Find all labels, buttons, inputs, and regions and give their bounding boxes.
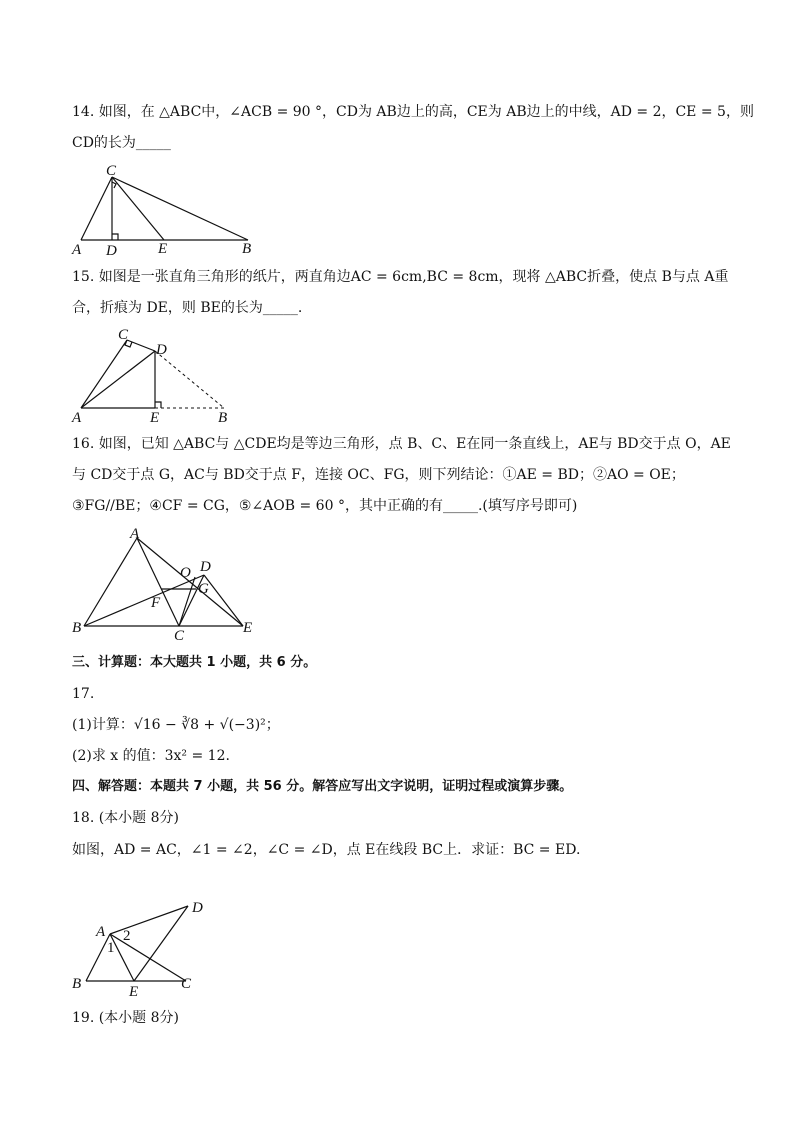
q14-text-line2: CD的长为_____	[72, 135, 171, 151]
q14-figure	[60, 158, 280, 258]
q18-label-A: A	[96, 924, 106, 940]
q14-text-line1: 14. 如图，在 △ABC中，∠ACB = 90 °，CD为 AB边上的高，CE为 AB边上的中线，AD = 2，CE = 5，则	[72, 104, 754, 120]
q17-part1-expression: √16 − ∛8 + √(−3)²；	[133, 717, 280, 733]
q15-text-line2: 合，折痕为 DE，则 BE的长为_____.	[72, 300, 303, 316]
q18-figure	[64, 896, 214, 1000]
q17-part2: (2)求 x 的值：3x² = 12.	[72, 748, 230, 764]
q18-angle-2: 2	[123, 928, 131, 944]
q17-part1	[72, 715, 280, 735]
q15-figure	[64, 322, 254, 426]
q14-label-D: D	[106, 243, 117, 258]
q18-label-D: D	[192, 900, 203, 916]
q15-label-C: C	[118, 327, 129, 343]
q16-text-line3: ③FG//BE；④CF = CG，⑤∠AOB = 60 °，其中正确的有_____.(填写序号即可)	[72, 498, 578, 514]
q15-text-line1: 15. 如图是一张直角三角形的纸片，两直角边AC = 6cm,BC = 8cm，现将 △ABC折叠，使点 B与点 A重	[72, 269, 729, 285]
q15-label-D: D	[156, 342, 167, 358]
q14-label-E: E	[158, 241, 168, 257]
q17-number: 17.	[72, 686, 95, 702]
q15-label-E: E	[150, 410, 160, 426]
q15-label-B: B	[218, 410, 228, 426]
q17-part1-prefix: (1)计算：	[72, 717, 134, 733]
q18-angle-1: 1	[107, 940, 115, 956]
q16-text-line2: 与 CD交于点 G，AC与 BD交于点 F，连接 OC、FG，则下列结论：①AE = BD；②AO = OE；	[72, 467, 685, 483]
q19-number: 19. (本小题 8分)	[72, 1010, 179, 1026]
q16-label-C: C	[174, 628, 185, 644]
section3-heading: 三、计算题：本大题共 1 小题，共 6 分。	[72, 655, 317, 670]
q16-label-B: B	[72, 620, 82, 636]
q16-label-G: G	[198, 581, 209, 597]
q16-label-O: O	[180, 565, 191, 581]
section4-heading: 四、解答题：本题共 7 小题，共 56 分。解答应写出文字说明，证明过程或演算步骤。	[72, 779, 573, 794]
q15-label-A: A	[72, 410, 82, 426]
q18-number: 18. (本小题 8分)	[72, 810, 179, 826]
q16-label-A: A	[130, 526, 140, 542]
q16-label-E: E	[243, 620, 253, 636]
q14-label-A: A	[72, 242, 82, 258]
q14-label-B: B	[242, 241, 252, 257]
q16-label-D: D	[200, 559, 211, 575]
q16-text-line1: 16. 如图，已知 △ABC与 △CDE均是等边三角形，点 B、C、E在同一条直线上，AE与 BD交于点 O，AE	[72, 436, 731, 452]
q14-label-C: C	[106, 163, 117, 179]
q16-figure	[60, 524, 270, 646]
q18-text: 如图，AD = AC，∠1 = ∠2，∠C = ∠D，点 E在线段 BC上．求证：BC = ED.	[72, 842, 581, 858]
q16-label-F: F	[151, 595, 161, 611]
q18-label-B: B	[72, 976, 82, 992]
q18-label-E: E	[129, 984, 139, 1000]
q18-label-C: C	[181, 976, 192, 992]
